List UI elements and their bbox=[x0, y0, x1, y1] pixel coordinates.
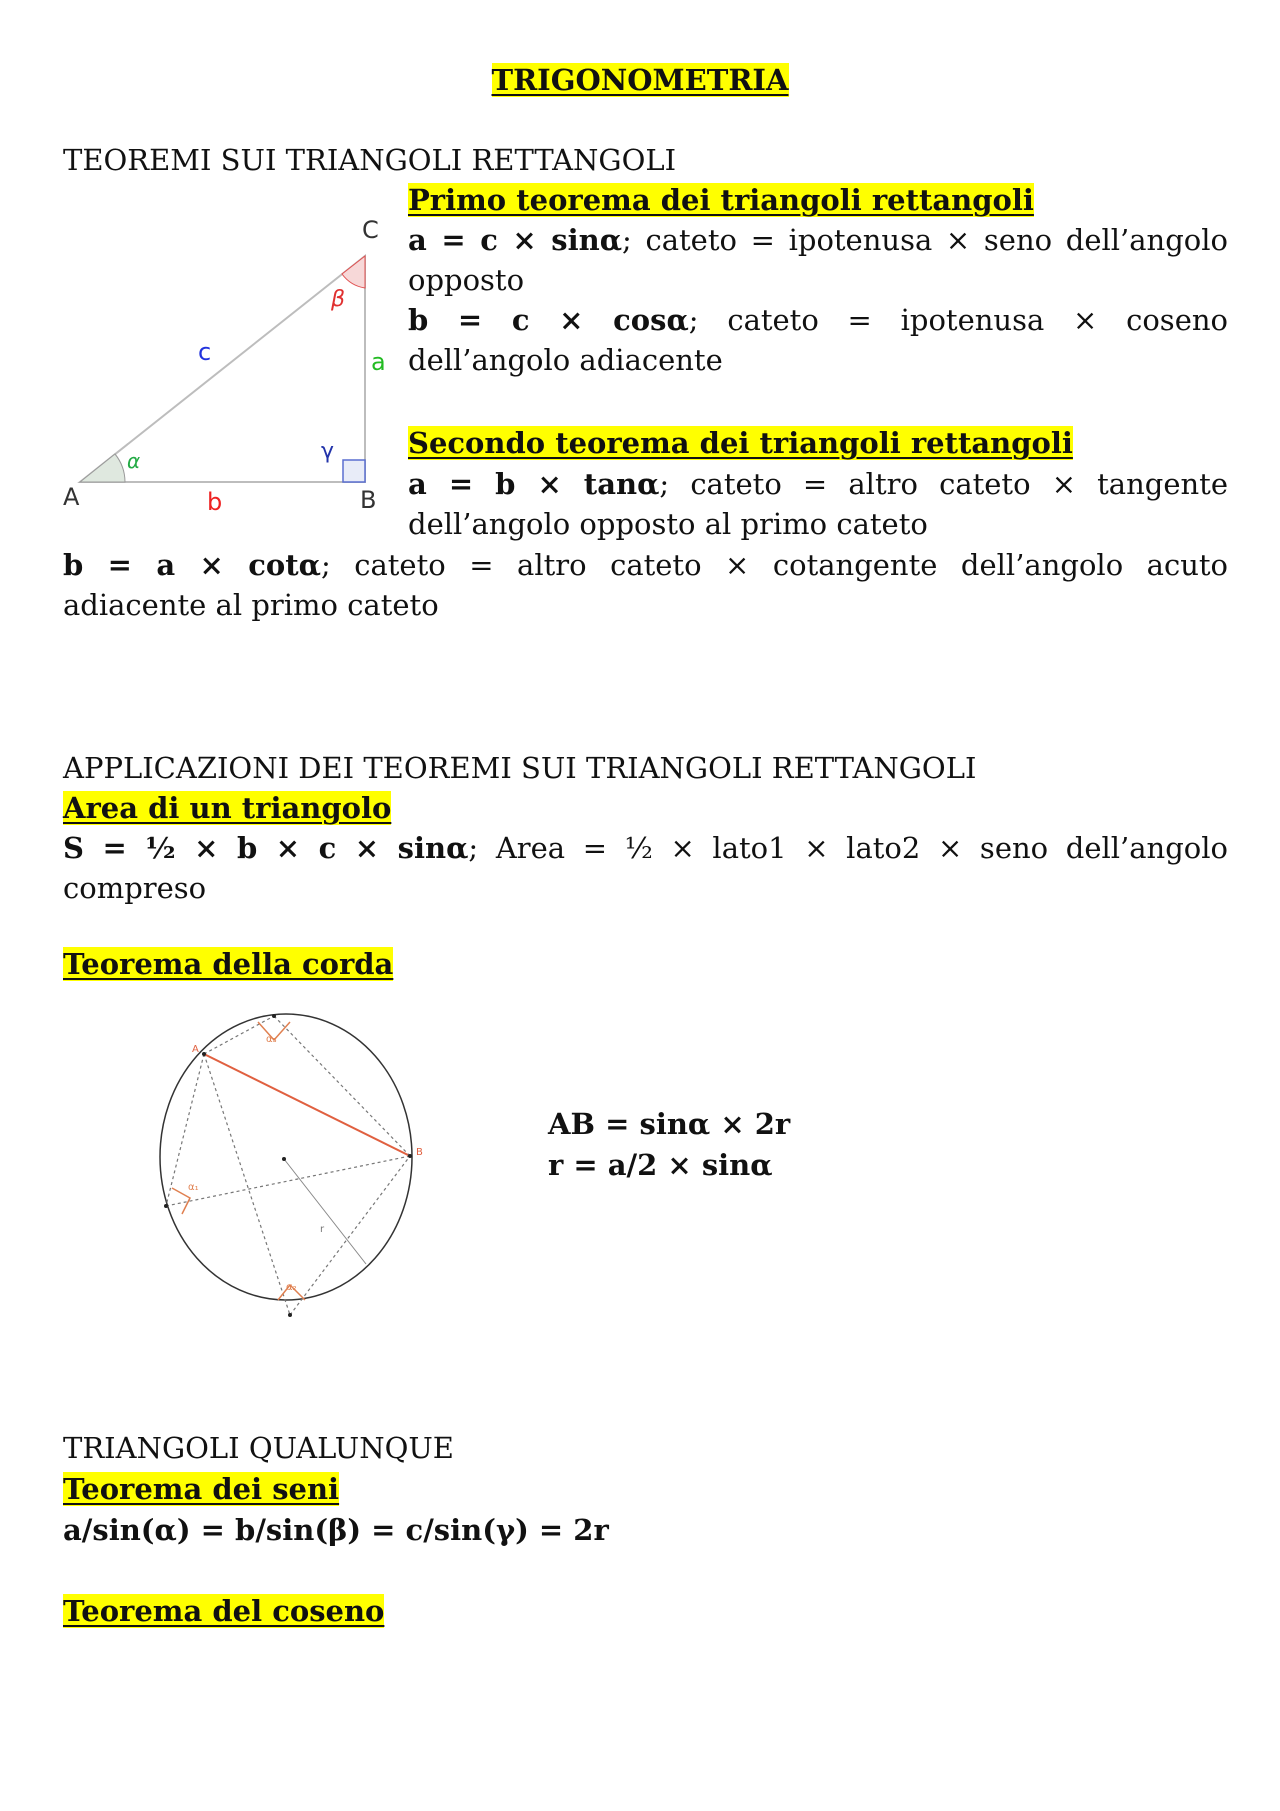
theorem2-title: Secondo teorema dei triangoli rettangoli bbox=[408, 426, 1073, 460]
radius-line bbox=[284, 1159, 366, 1264]
point-A-label: A bbox=[192, 1044, 199, 1055]
side-b-label: b bbox=[207, 488, 223, 516]
section-heading-rettangoli: TEOREMI SUI TRIANGOLI RETTANGOLI bbox=[63, 143, 677, 177]
corda-title: Teorema della corda bbox=[63, 947, 394, 981]
theorem1-line3: b = c × cosα; cateto = ipotenusa × coseno bbox=[408, 303, 1228, 337]
alpha3-label: α₃ bbox=[266, 1034, 277, 1045]
side-c-label: c bbox=[198, 338, 212, 366]
inscribed-lines bbox=[166, 1016, 410, 1315]
gamma-label: γ bbox=[321, 439, 335, 464]
theorem2-line1: a = b × tanα; cateto = altro cateto × tangente bbox=[408, 467, 1228, 501]
theorem1-line1: a = c × sinα; cateto = ipotenusa × seno dell’angolo bbox=[408, 223, 1228, 257]
circle-outline bbox=[160, 1014, 412, 1300]
beta-label: β bbox=[331, 287, 346, 312]
section-heading-qualunque: TRIANGOLI QUALUNQUE bbox=[63, 1431, 454, 1465]
area-title: Area di un triangolo bbox=[63, 791, 392, 825]
theorem2-line4: adiacente al primo cateto bbox=[63, 588, 439, 622]
right-angle-mark bbox=[343, 460, 365, 482]
theorem2-line2: dell’angolo opposto al primo cateto bbox=[408, 507, 928, 541]
alpha-label: α bbox=[127, 449, 141, 473]
area-line1: S = ½ × b × c × sinα; Area = ½ × lato1 × lato2 × seno dell’angolo bbox=[63, 831, 1228, 865]
seni-formula: a/sin(α) = b/sin(β) = c/sin(γ) = 2r bbox=[63, 1513, 609, 1547]
theorem1-title: Primo teorema dei triangoli rettangoli bbox=[408, 183, 1034, 217]
radius-label: r bbox=[320, 1224, 325, 1235]
beta-arc bbox=[342, 256, 365, 288]
chord-formula-1: AB = sinα × 2r bbox=[548, 1107, 791, 1141]
coseno-title: Teorema del coseno bbox=[63, 1594, 385, 1628]
alpha2-label: α₂ bbox=[286, 1282, 297, 1293]
chord-AB bbox=[204, 1054, 410, 1156]
alpha-arc bbox=[80, 454, 125, 482]
theorem1-line4: dell’angolo adiacente bbox=[408, 343, 723, 377]
right-triangle-figure bbox=[55, 210, 395, 520]
chord-formula-2: r = a/2 × sinα bbox=[548, 1148, 773, 1182]
theorem2-line3: b = a × cotα; cateto = altro cateto × cotangente dell’angolo acuto bbox=[63, 548, 1228, 582]
section-heading-applicazioni: APPLICAZIONI DEI TEOREMI SUI TRIANGOLI RETTANGOLI bbox=[63, 751, 977, 785]
vertex-B-label: B bbox=[360, 486, 377, 514]
vertex-C-label: C bbox=[362, 216, 379, 244]
center-point bbox=[282, 1157, 286, 1161]
area-line2: compreso bbox=[63, 871, 207, 905]
alpha1-label: α₁ bbox=[188, 1182, 199, 1193]
vertex-A-label: A bbox=[63, 483, 80, 511]
point-B-label: B bbox=[416, 1147, 423, 1158]
page-title: TRIGONOMETRIA bbox=[491, 63, 789, 97]
chord-circle-figure bbox=[150, 1010, 440, 1320]
side-a-label: a bbox=[371, 348, 386, 376]
theorem1-line2: opposto bbox=[408, 263, 525, 297]
seni-title: Teorema dei seni bbox=[63, 1472, 340, 1506]
